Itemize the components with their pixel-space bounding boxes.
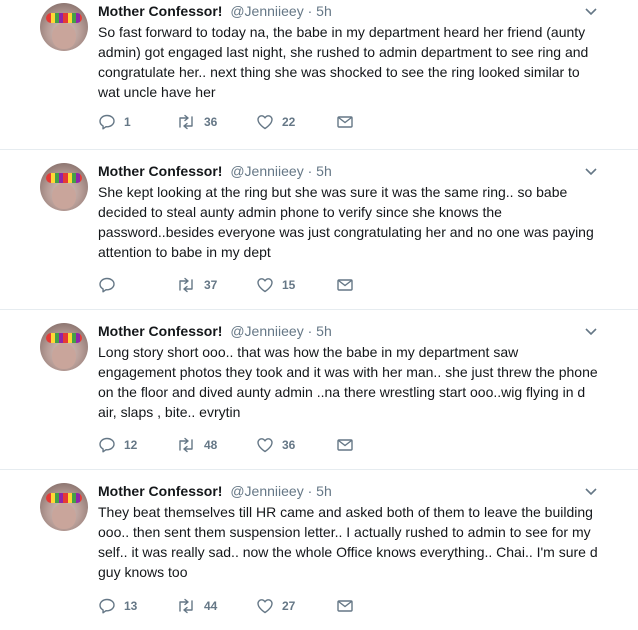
retweet-button[interactable] — [176, 597, 256, 615]
tweet-actions — [98, 112, 356, 132]
like-count: 22 — [282, 115, 296, 129]
reply-count: 12 — [124, 438, 138, 452]
separator: · — [307, 323, 313, 339]
reply-button[interactable] — [98, 436, 176, 454]
reply-button[interactable] — [98, 597, 176, 615]
avatar[interactable] — [40, 483, 88, 531]
tweet-actions — [98, 275, 356, 295]
tweet-actions — [98, 596, 356, 616]
tweet-text-line: She kept looking at the ring but she was sure it was the same ring.. so babe — [98, 184, 568, 200]
retweet-button[interactable] — [176, 113, 256, 131]
avatar[interactable] — [40, 323, 88, 371]
retweet-count: 37 — [204, 278, 218, 292]
tweet-text-line: self.. it was really sad.. now the whole Office knows everything.. Chai.. I'm sure d — [98, 544, 598, 560]
like-count: 36 — [282, 438, 296, 452]
tweet-text-line: congratulate her.. next thing she was shocked to see the ring looked similar to — [98, 64, 580, 80]
reply-icon — [98, 276, 116, 294]
reply-icon — [98, 113, 116, 131]
separator: · — [307, 163, 313, 179]
retweet-count: 36 — [204, 115, 218, 129]
reply-icon — [98, 436, 116, 454]
retweet-button[interactable] — [176, 276, 256, 294]
like-count: 15 — [282, 278, 296, 292]
envelope-icon — [336, 276, 354, 294]
chevron-down-icon[interactable] — [584, 484, 598, 498]
tweet[interactable] — [0, 310, 638, 470]
avatar[interactable] — [40, 3, 88, 51]
tweet-text — [98, 22, 603, 102]
like-count: 27 — [282, 599, 296, 613]
retweet-icon — [176, 597, 196, 615]
avatar[interactable] — [40, 163, 88, 211]
tweet[interactable] — [0, 470, 638, 630]
retweet-button[interactable] — [176, 436, 256, 454]
reply-count: 1 — [124, 115, 131, 129]
user-handle[interactable]: @Jenniieey — [230, 163, 304, 179]
reply-count: 13 — [124, 599, 138, 613]
tweet-text-line: guy knows too — [98, 564, 188, 580]
tweet-text-line: on the floor and dived aunty admin ..na there wrestling start ooo..wig flying in d — [98, 384, 586, 400]
display-name[interactable]: Mother Confessor! — [98, 323, 223, 339]
like-button[interactable] — [256, 436, 336, 454]
timestamp[interactable]: 5h — [316, 483, 332, 499]
tweet-text-line: They beat themselves till HR came and asked both of them to leave the building — [98, 504, 593, 520]
display-name[interactable]: Mother Confessor! — [98, 3, 223, 19]
tweet-text-line: Long story short ooo.. that was how the babe in my department saw — [98, 344, 519, 360]
envelope-icon — [336, 597, 354, 615]
envelope-icon — [336, 113, 354, 131]
tweet-text-line: air, slaps , bite.. evrytin — [98, 404, 241, 420]
envelope-icon — [336, 436, 354, 454]
tweet-text — [98, 502, 603, 582]
like-button[interactable] — [256, 113, 336, 131]
tweet-header — [98, 161, 638, 181]
user-handle[interactable]: @Jenniieey — [230, 483, 304, 499]
timestamp[interactable]: 5h — [316, 323, 332, 339]
reply-button[interactable] — [98, 276, 176, 294]
display-name[interactable]: Mother Confessor! — [98, 163, 223, 179]
reply-icon — [98, 597, 116, 615]
direct-message-button[interactable] — [336, 276, 356, 294]
direct-message-button[interactable] — [336, 597, 356, 615]
like-button[interactable] — [256, 597, 336, 615]
heart-icon — [256, 276, 274, 294]
tweet-text-line: password..besides everyone was just congratulating her and no one was paying — [98, 224, 594, 240]
separator: · — [307, 483, 313, 499]
chevron-down-icon[interactable] — [584, 324, 598, 338]
tweet-text-line: decided to steal aunty admin phone to verify since she knows the — [98, 204, 502, 220]
tweet-text-line: admin) got engaged last night, she rushed to admin department to see ring and — [98, 44, 589, 60]
heart-icon — [256, 436, 274, 454]
retweet-icon — [176, 436, 196, 454]
retweet-count: 48 — [204, 438, 218, 452]
tweet-header — [98, 321, 638, 341]
tweet-actions — [98, 435, 356, 455]
user-handle[interactable]: @Jenniieey — [230, 3, 304, 19]
chevron-down-icon[interactable] — [584, 164, 598, 178]
tweet-text-line: So fast forward to today na, the babe in my department heard her friend (aunty — [98, 24, 586, 40]
tweet-header — [98, 481, 638, 501]
separator: · — [307, 3, 313, 19]
tweet-text — [98, 182, 603, 262]
timestamp[interactable]: 5h — [316, 3, 332, 19]
retweet-count: 44 — [204, 599, 218, 613]
heart-icon — [256, 597, 274, 615]
tweet-text-line: wat uncle have her — [98, 84, 216, 100]
chevron-down-icon[interactable] — [584, 4, 598, 18]
tweet[interactable] — [0, 0, 638, 150]
like-button[interactable] — [256, 276, 336, 294]
direct-message-button[interactable] — [336, 113, 356, 131]
retweet-icon — [176, 276, 196, 294]
tweet-text-line: ooo.. then sent them suspension letter.. I actually rushed to admin to see for my — [98, 524, 591, 540]
display-name[interactable]: Mother Confessor! — [98, 483, 223, 499]
heart-icon — [256, 113, 274, 131]
tweet-header — [98, 1, 638, 21]
reply-button[interactable] — [98, 113, 176, 131]
timestamp[interactable]: 5h — [316, 163, 332, 179]
tweet-text-line: engagement photos they took and it was with her man.. she just threw the phone — [98, 364, 598, 380]
user-handle[interactable]: @Jenniieey — [230, 323, 304, 339]
retweet-icon — [176, 113, 196, 131]
tweet[interactable] — [0, 150, 638, 310]
tweet-text — [98, 342, 603, 422]
tweet-text-line: attention to babe in my dept — [98, 244, 271, 260]
direct-message-button[interactable] — [336, 436, 356, 454]
